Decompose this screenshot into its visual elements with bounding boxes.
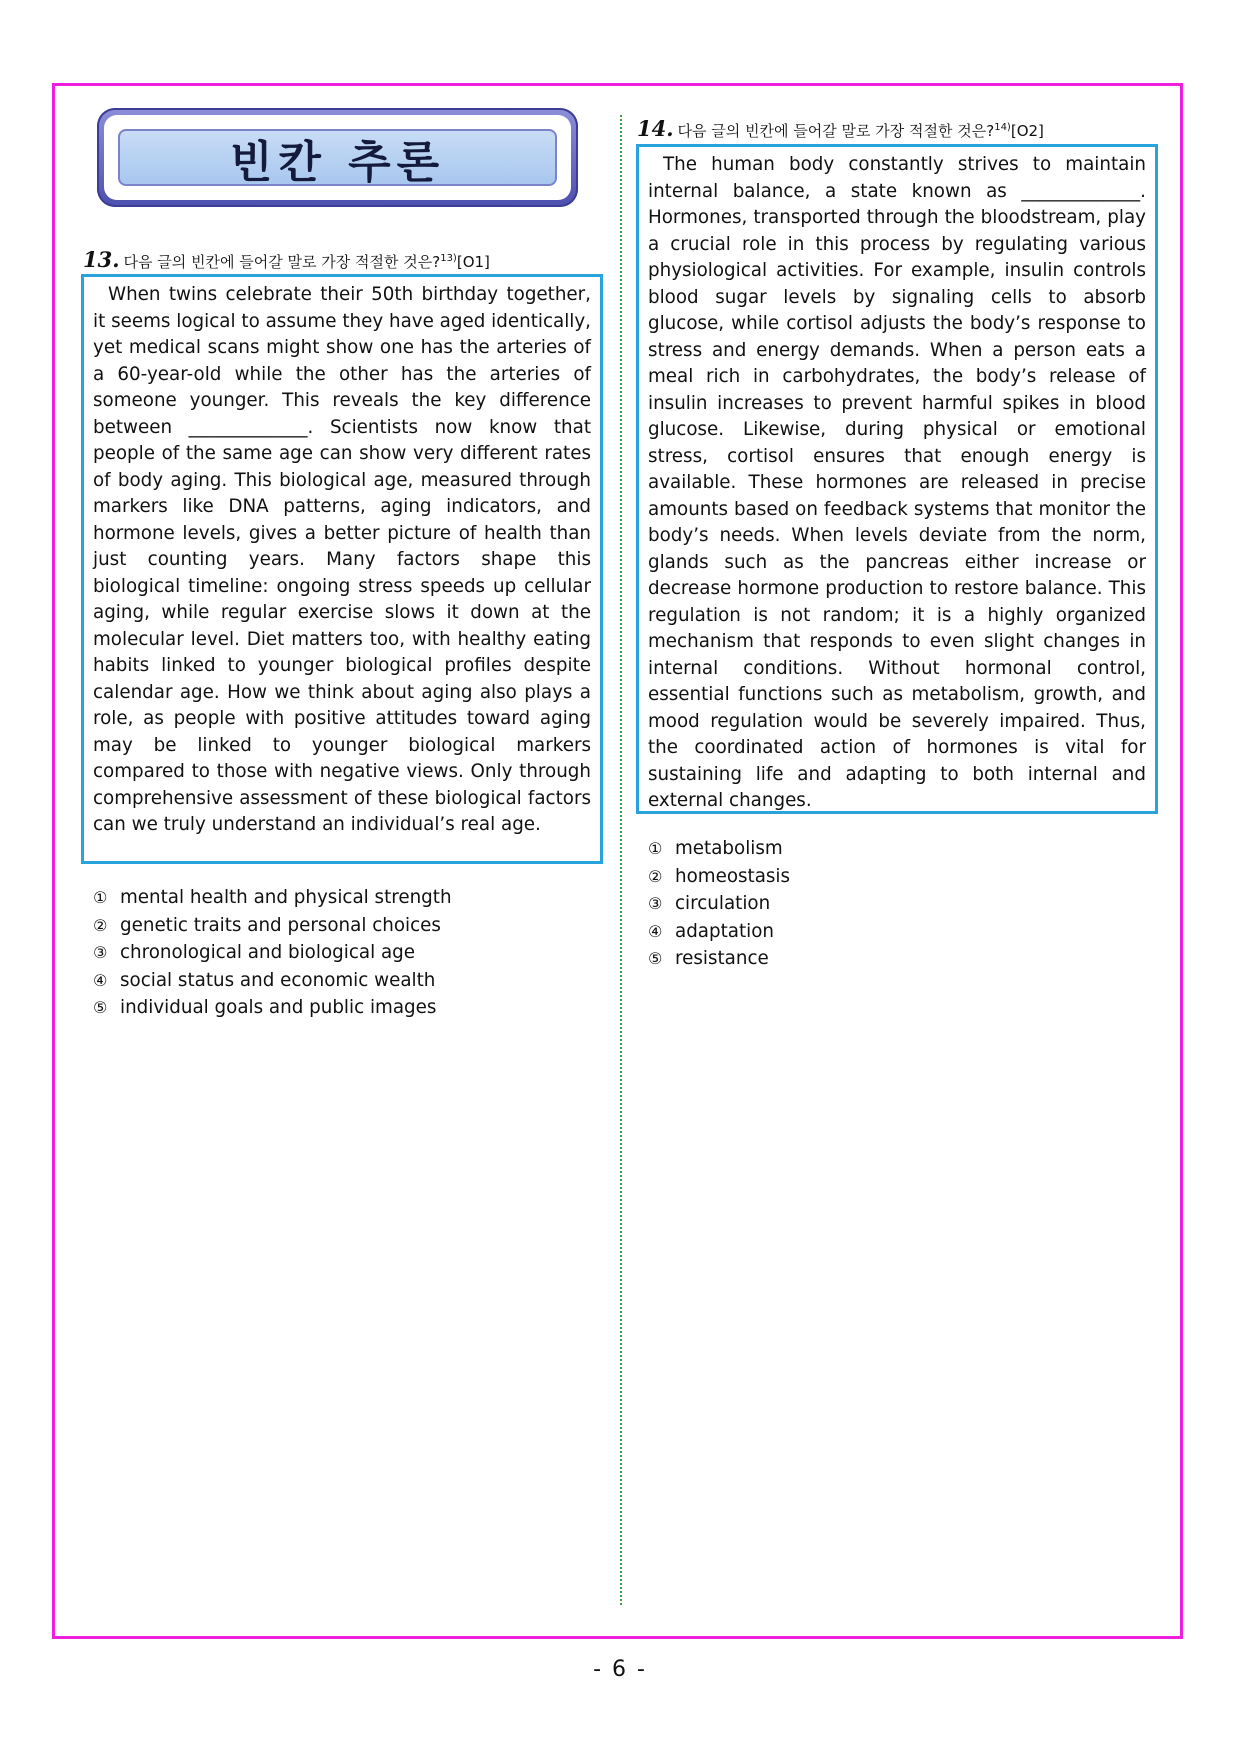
choice-text: homeostasis [675,865,791,887]
choice-number: ④ [648,921,663,941]
page-number: - 6 - [593,1657,647,1682]
choice-item[interactable] [648,948,790,976]
question-prompt: 다음 글의 빈칸에 들어갈 말로 가장 적절한 것은? [123,253,441,271]
banner-inner [118,129,557,186]
choice-number: ③ [648,894,663,913]
question-13-passage-box [81,274,603,864]
choice-item[interactable] [93,915,452,943]
choice-number: ① [648,839,663,858]
banner-frame [104,115,571,200]
choice-text: chronological and biological age [120,942,416,963]
choice-item[interactable] [648,838,790,866]
choice-item[interactable] [93,970,452,998]
choice-number: ② [648,866,663,886]
choice-text: adaptation [675,920,775,942]
question-13-choices [93,887,452,1025]
choice-number: ④ [93,970,108,990]
question-14-choices [648,838,790,976]
choice-text: individual goals and public images [120,997,437,1018]
question-number: 14. [637,116,674,141]
section-title: 빈칸 추론 [229,136,446,188]
choice-text: circulation [675,893,771,914]
choice-number: ⑤ [648,949,663,968]
question-14-heading [637,116,1044,141]
choice-text: metabolism [675,838,783,859]
question-code: [O1] [456,253,490,271]
question-13-heading [83,247,490,272]
choice-text: mental health and physical strength [120,887,452,908]
choice-text: genetic traits and personal choices [120,914,441,936]
question-footnote-ref: 13) [440,253,457,264]
choice-text: social status and economic wealth [120,969,436,991]
question-number: 13. [83,247,120,272]
choice-number: ⑤ [93,998,108,1017]
choice-item[interactable] [648,921,790,949]
choice-item[interactable] [93,997,452,1025]
passage-text: The human body constantly strives to maintain internal balance, a state known as _____________. Hormones, transported through the bloodstream, play a crucial role in this process by regulating various physiological activities. For example, insulin controls blood sugar levels by signaling cells to absorb glucose, while cortisol adjusts the body’s response to stress and energy demands. When a person eats a meal rich in carbohydrates, the body’s release of insulin increases to prevent harmful spikes in blood glucose. Likewise, during physical or emotional stress, cortisol ensures that enough energy is available. These hormones are released in precise amounts based on feedback systems that monitor the body’s needs. When levels deviate from the norm, glands such as the pancreas either increase or decrease hormone production to restore balance. This regulation is not random; it is a highly organized mechanism that responds to even slight changes in internal conditions. Without hormonal control, essential functions such as metabolism, growth, and mood regulation would be severely impaired. Thus, the coordinated action of hormones is vital for sustaining life and adapting to both internal and external changes. [648,154,1146,811]
choice-number: ③ [93,943,108,962]
question-prompt: 다음 글의 빈칸에 들어갈 말로 가장 적절한 것은? [677,122,995,140]
choice-item[interactable] [648,893,790,921]
choice-item[interactable] [93,887,452,915]
question-footnote-ref: 14) [994,122,1011,133]
passage-text: When twins celebrate their 50th birthday together, it seems logical to assume they have aged identically, yet medical scans might show one has the arteries of a 60-year-old while the other has the arteries of someone younger. This reveals the key difference between _____________. Scientists now know that people of the same age can show very different rates of body aging. This biological age, measured through markers like DNA patterns, aging indicators, and hormone levels, gives a better picture of health than just counting years. Many factors shape this biological timeline: ongoing stress speeds up cellular aging, while regular exercise slows it down at the molecular level. Diet matters too, with healthy eating habits linked to younger biological profiles despite calendar age. How we think about aging also plays a role, as people with positive attitudes toward aging may be linked to younger biological markers compared to those with negative views. Only through comprehensive assessment of these biological factors can we truly understand an individual’s real age. [93,284,591,835]
choice-item[interactable] [93,942,452,970]
section-banner [97,108,578,207]
choice-number: ① [93,888,108,907]
choice-text: resistance [675,948,769,969]
choice-item[interactable] [648,866,790,894]
question-code: [O2] [1010,122,1044,140]
choice-number: ② [93,915,108,935]
question-14-passage-box [636,144,1158,814]
column-divider [620,115,622,1605]
